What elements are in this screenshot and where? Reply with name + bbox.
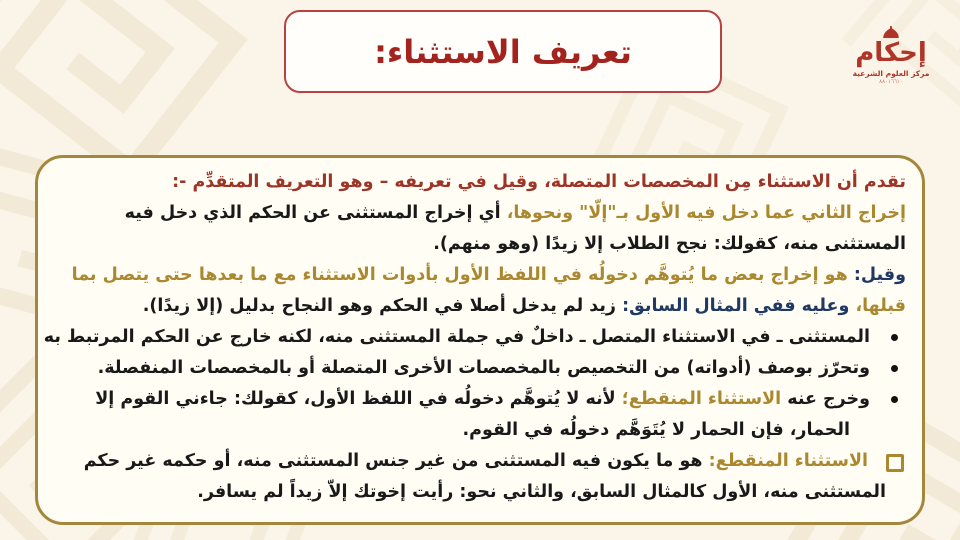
def2-cont-navy: وعليه ففي المثال السابق: — [616, 296, 850, 316]
def2-cont-gold: قبلها، — [849, 296, 906, 316]
bullet-3-pre: وخرج عنه — [781, 389, 870, 409]
logo-subtitle: مركز العلوم الشرعية — [852, 69, 930, 78]
bullet-3-highlight: الاستثناء المنقطع؛ — [621, 389, 782, 409]
title-box — [284, 10, 722, 93]
bullet-item-3-continuation — [54, 415, 850, 446]
paragraph-def1-cont — [54, 229, 906, 260]
bullet-icon — [891, 334, 898, 341]
bullet-3-cont: الحمار، فإن الحمار لا يُتَوَهَّم دخولُه في القوم. — [462, 420, 850, 440]
square-item-continuation — [54, 477, 886, 508]
square-item-text: هو ما يكون فيه المستثنى من غير جنس المستثنى منه، أو حكمه غير حكم — [83, 451, 703, 471]
bullet-1-text: المستثنى ـ في الاستثناء المتصل ـ داخلٌ في جملة المستثنى منه، لكنه خارج عن الحكم المرتبط به — [43, 327, 870, 347]
paragraph-def2 — [54, 260, 906, 291]
logo-name: إحكام — [855, 38, 927, 68]
definition-text — [38, 158, 922, 508]
def2-cont-black: زيد لم يدخل أصلا في الحكم وهو النجاح بدليل (إلا زيدًا). — [142, 296, 617, 316]
def2-gold: هو إخراج بعض ما يُتوهَّم دخولُه في اللفظ الأول بأدوات الاستثناء مع ما بعدها حتى يتصل بما — [71, 265, 848, 285]
intro-text: تقدم أن الاستثناء مِن المخصصات المتصلة، وقيل في تعريفه – وهو التعريف المتقدِّم -: — [172, 172, 906, 192]
page-title: تعريف الاستثناء: — [374, 32, 632, 71]
bullet-item-3 — [54, 384, 906, 415]
square-bullet-icon — [886, 454, 904, 472]
square-item — [54, 446, 906, 477]
square-item-cont: المستثنى منه، الأول كالمثال السابق، والثاني نحو: رأيت إخوتك إلاّ زيداً لم يسافر. — [197, 482, 886, 502]
bullet-item-1 — [43, 322, 906, 353]
paragraph-def2-cont — [54, 291, 906, 322]
bullet-item-2 — [54, 353, 906, 384]
def1-gold: إخراج الثاني عما دخل فيه الأول بـ"إلّا" ونحوها، — [500, 203, 906, 223]
paragraph-def1 — [54, 198, 906, 229]
bullet-icon — [891, 365, 898, 372]
logo-registration: ٨٨٠١٦٦١٠ — [879, 79, 903, 85]
bullet-2-text: وتحرّز بوصف (أدواته) من التخصيص بالمخصصات الأخرى المتصلة أو بالمخصصات المنفصلة. — [97, 358, 870, 378]
logo — [845, 26, 937, 85]
paragraph-intro — [54, 167, 906, 198]
def1-black: أي إخراج المستثنى عن الحكم الذي دخل فيه — [124, 203, 501, 223]
qeela-label: وقيل: — [847, 265, 906, 285]
square-item-highlight: الاستثناء المنقطع: — [702, 451, 868, 471]
def1-cont: المستثنى منه، كقولك: نجح الطلاب إلا زيدًا (وهو منهم). — [433, 234, 906, 254]
content-box — [35, 155, 925, 525]
bullet-icon — [891, 396, 898, 403]
bullet-3-post: لأنه لا يُتوهَّم دخولُه في اللفظ الأول، كقولك: جاءني القوم إلا — [95, 389, 622, 409]
